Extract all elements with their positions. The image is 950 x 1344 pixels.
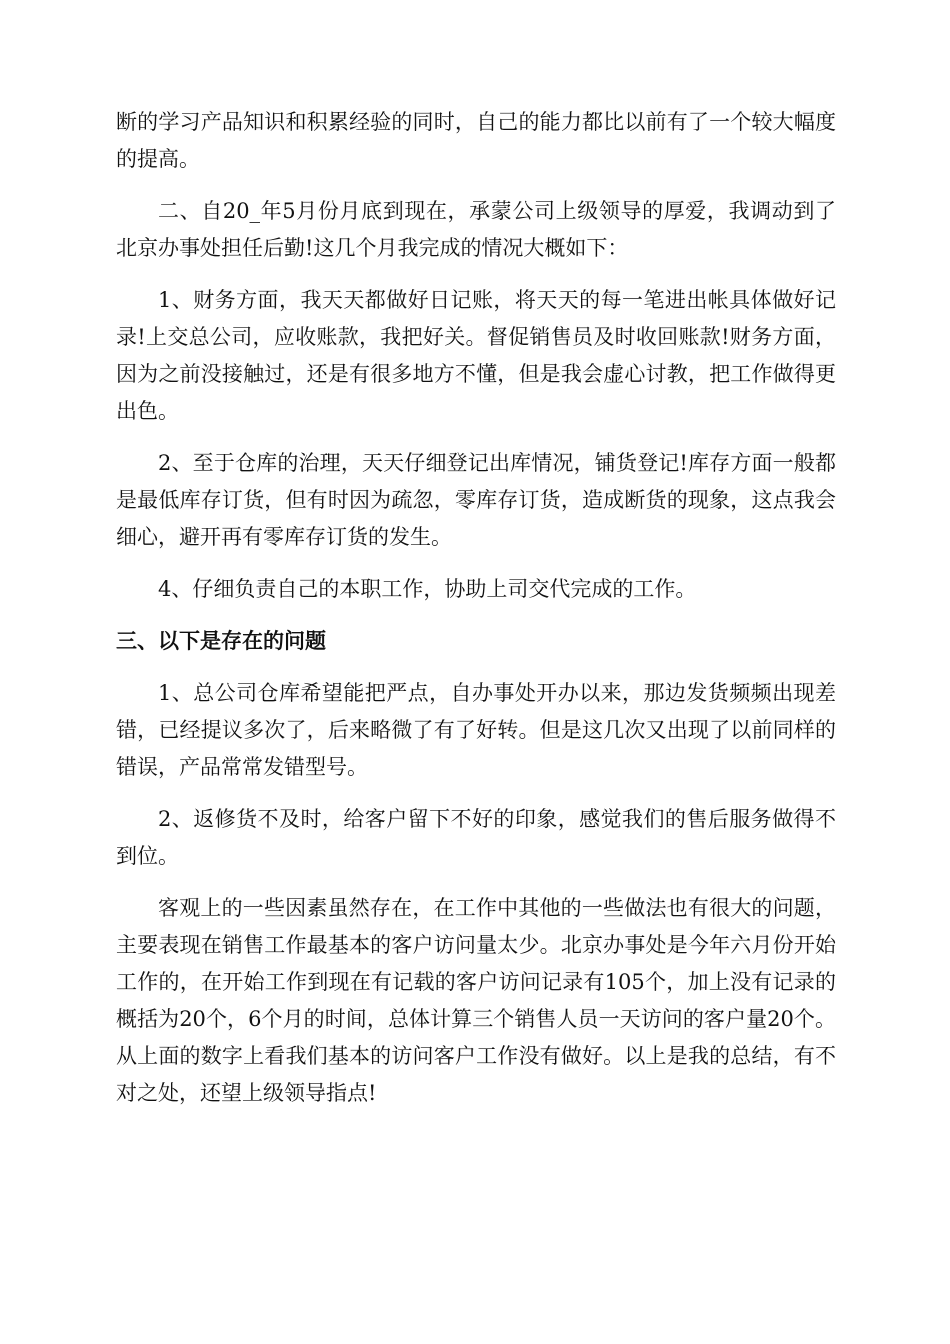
paragraph-summary: 客观上的一些因素虽然存在，在工作中其他的一些做法也有很大的问题，主要表现在销售工作最基本的客户访问量太少。北京办事处是今年六月份开始工作的，在开始工作到现在有记载的客户访问记录有105个，加上没有记录的概括为20个，6个月的时间，总体计算三个销售人员一天访问的客户量20个。从上面的数字上看我们基本的访问客户工作没有做好。以上是我的总结，有不对之处，还望上级领导指点!	[116, 896, 836, 1105]
paragraph-problem-two: 2、返修货不及时，给客户留下不好的印象，感觉我们的售后服务做得不到位。	[116, 807, 836, 868]
paragraph-duties: 4、仔细负责自己的本职工作，协助上司交代完成的工作。	[158, 577, 697, 601]
paragraph-continuation: 断的学习产品知识和积累经验的同时，自己的能力都比以前有了一个较大幅度的提高。	[116, 110, 836, 171]
paragraph-problem-one: 1、总公司仓库希望能把严点，自办事处开办以来，那边发货频频出现差错，已经提议多次了，后来略微了有了好转。但是这几次又出现了以前同样的错误，产品常常发错型号。	[116, 681, 836, 779]
section-heading-problems: 三、以下是存在的问题	[116, 629, 326, 653]
document-page	[116, 104, 836, 1127]
paragraph-finance: 1、财务方面，我天天都做好日记账，将天天的每一笔进出帐具体做好记录!上交总公司，应收账款，我把好关。督促销售员及时收回账款!财务方面，因为之前没接触过，还是有很多地方不懂，但是我会虚心讨教，把工作做得更出色。	[116, 288, 836, 423]
paragraph-section-two: 二、自20_年5月份月底到现在，承蒙公司上级领导的厚爱，我调动到了北京办事处担任后勤!这几个月我完成的情况大概如下：	[116, 199, 836, 260]
paragraph-warehouse: 2、至于仓库的治理，天天仔细登记出库情况，铺货登记!库存方面一般都是最低库存订货，但有时因为疏忽，零库存订货，造成断货的现象，这点我会细心，避开再有零库存订货的发生。	[116, 451, 836, 549]
